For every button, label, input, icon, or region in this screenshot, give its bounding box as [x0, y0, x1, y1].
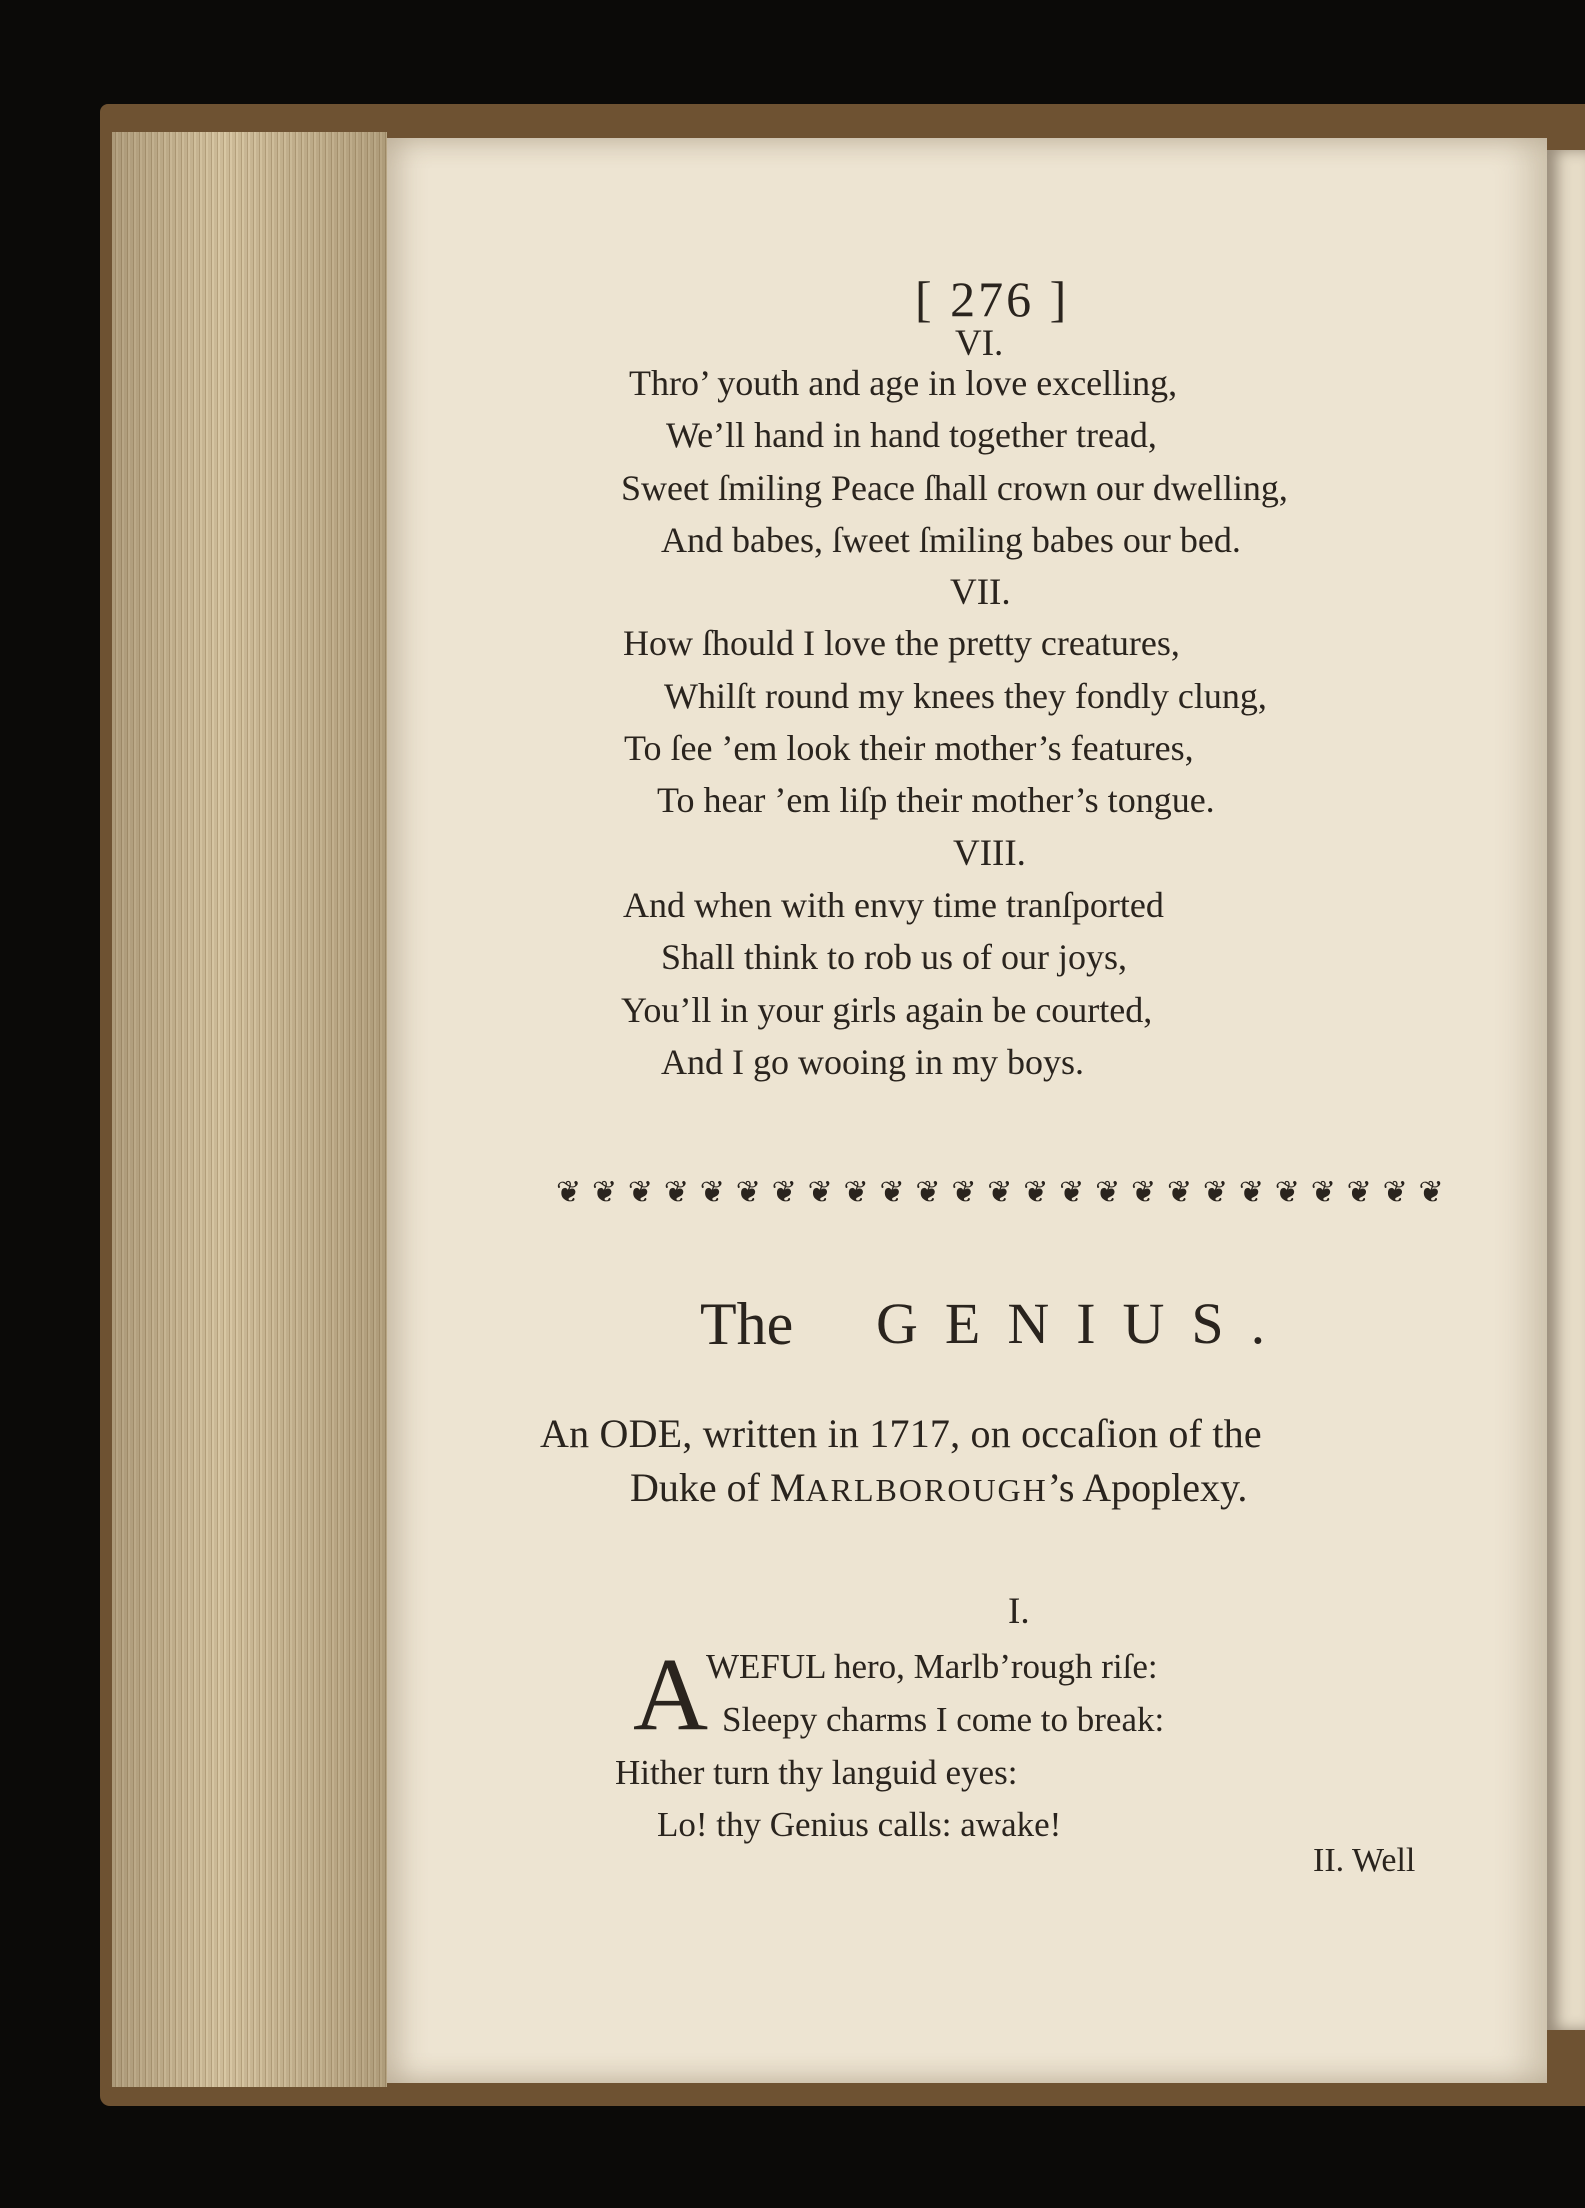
- fleuron-icon: ❦: [591, 1175, 618, 1210]
- poem-title-article: The: [700, 1291, 794, 1357]
- fleuron-icon: ❦: [1346, 1175, 1372, 1210]
- fleuron-icon: ❦: [879, 1175, 905, 1210]
- fleuron-icon: ❦: [1059, 1175, 1085, 1210]
- poem-title: GENIUS.: [876, 1291, 1293, 1356]
- page-number: [ 276 ]: [915, 271, 1070, 327]
- verse-line: Hither turn thy languid eyes:: [615, 1753, 1018, 1792]
- fleuron-icon: ❦: [1131, 1175, 1157, 1210]
- verse-line: You’ll in your girls again be courted,: [621, 990, 1153, 1030]
- fleuron-icon: ❦: [556, 1175, 582, 1210]
- verse-line: To ſee ’em look their mother’s features,: [624, 728, 1194, 768]
- fleuron-icon: ❦: [1238, 1175, 1264, 1210]
- stanza-numeral: I.: [1008, 1591, 1030, 1632]
- verse-line: Sweet ſmiling Peace ſhall crown our dwelling,: [621, 468, 1288, 508]
- fleuron-icon: ❦: [735, 1175, 761, 1210]
- stanza-numeral: VI.: [955, 323, 1004, 364]
- fleuron-icon: ❦: [1095, 1175, 1121, 1210]
- verse-line: WEFUL hero, Marlb’rough riſe:: [706, 1647, 1158, 1686]
- fleuron-icon: ❦: [1274, 1175, 1300, 1210]
- fleuron-icon: ❦: [663, 1175, 689, 1210]
- fleuron-icon: ❦: [1310, 1175, 1336, 1210]
- fleuron-icon: ❦: [1382, 1175, 1408, 1210]
- verse-line: Sleepy charms I come to break:: [722, 1700, 1165, 1739]
- catchword: II. Well: [1313, 1842, 1416, 1879]
- fleuron-icon: ❦: [1166, 1175, 1193, 1210]
- fleuron-icon: ❦: [1202, 1175, 1229, 1210]
- verse-line: We’ll hand in hand together tread,: [666, 415, 1157, 455]
- verse-line: Shall think to rob us of our joys,: [661, 937, 1127, 977]
- drop-cap: A: [633, 1637, 709, 1752]
- verse-line: And I go wooing in my boys.: [661, 1042, 1084, 1082]
- fleuron-icon: ❦: [915, 1175, 941, 1210]
- verse-line: Lo! thy Genius calls: awake!: [657, 1805, 1062, 1844]
- fleuron-icon: ❦: [699, 1175, 725, 1210]
- poem-subtitle-line-1: An ODE, written in 1717, on occaſion of the: [540, 1411, 1262, 1456]
- stanza-numeral: VII.: [950, 572, 1011, 613]
- stanza-numeral: VIII.: [953, 833, 1026, 874]
- fleuron-icon: ❦: [807, 1175, 833, 1210]
- fleuron-icon: ❦: [627, 1175, 654, 1210]
- verse-line: Whilſt round my knees they fondly clung,: [664, 676, 1267, 716]
- facing-page-edge: [1547, 150, 1585, 2030]
- verse-line: And when with envy time tranſported: [623, 885, 1164, 925]
- fleuron-icon: ❦: [843, 1175, 869, 1210]
- verse-line: And babes, ſweet ſmiling babes our bed.: [661, 520, 1241, 560]
- fleuron-icon: ❦: [987, 1175, 1013, 1210]
- poem-subtitle-line-2: Duke of MARLBOROUGH’s Apoplexy.: [630, 1465, 1248, 1510]
- fleuron-icon: ❦: [951, 1175, 977, 1210]
- fleuron-ornament-rule: [556, 1172, 1444, 1214]
- fleuron-icon: ❦: [1023, 1175, 1049, 1210]
- verse-line: To hear ’em liſp their mother’s tongue.: [657, 780, 1215, 820]
- fleuron-icon: ❦: [1418, 1175, 1444, 1210]
- verse-line: Thro’ youth and age in love excelling,: [629, 363, 1178, 403]
- verse-line: How ſhould I love the pretty creatures,: [623, 623, 1180, 663]
- fleuron-icon: ❦: [771, 1175, 797, 1210]
